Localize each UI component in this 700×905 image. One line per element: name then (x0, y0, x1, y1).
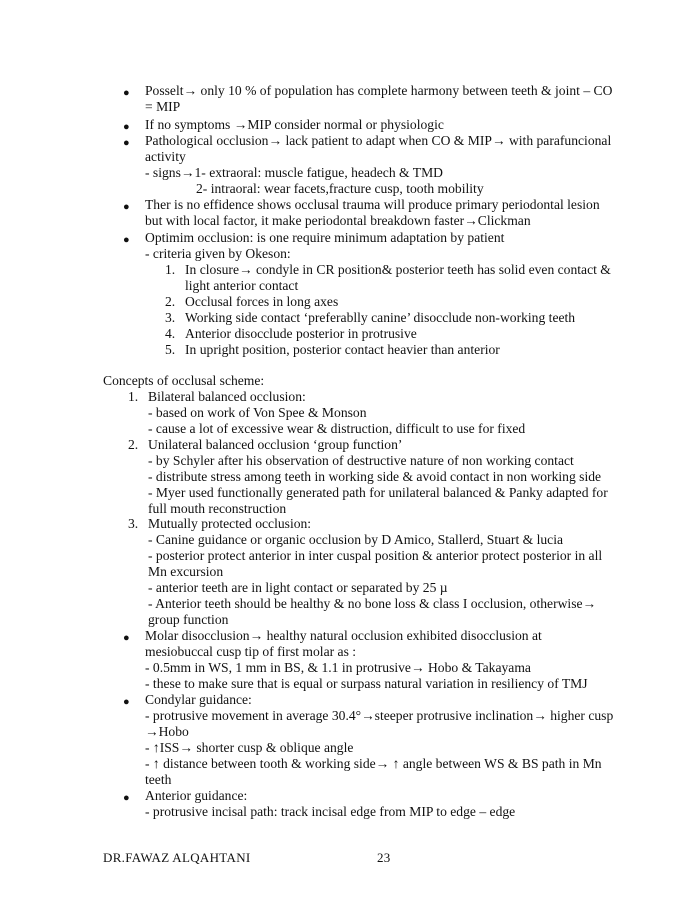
text-line: Mn excursion (148, 564, 224, 579)
section-heading: Concepts of occlusal scheme: (103, 373, 265, 388)
text-line: - criteria given by Okeson: (145, 246, 291, 261)
text-line: Anterior guidance: (145, 788, 248, 803)
text-line: Ther is no effidence shows occlusal trauma will produce primary periodontal lesion (145, 197, 600, 212)
list-number: 3. (165, 310, 176, 325)
footer-author: DR.FAWAZ ALQAHTANI (103, 850, 251, 865)
text-line: - ↑ distance between tooth & working side→ ↑ angle between WS & BS path in Mn (145, 756, 602, 771)
list-number: 3. (128, 516, 139, 531)
bullet-icon: ● (123, 87, 130, 99)
bullet-icon: ● (123, 201, 130, 213)
text-line: full mouth reconstruction (148, 501, 287, 516)
text-line: - ↑ISS→ shorter cusp & oblique angle (145, 740, 354, 755)
text-line: Molar disocclusion→ healthy natural occlusion exhibited disocclusion at (145, 628, 542, 643)
list-number: 5. (165, 342, 176, 357)
bullet-icon: ● (123, 121, 130, 133)
text-line: - protrusive incisal path: track incisal edge from MIP to edge – edge (145, 804, 516, 819)
text-line: light anterior contact (185, 278, 299, 293)
text-line: Occlusal forces in long axes (185, 294, 339, 309)
text-line: - by Schyler after his observation of destructive nature of non working contact (148, 453, 574, 468)
bullet-icon: ● (123, 137, 130, 149)
list-number: 2. (165, 294, 176, 309)
text-line: Posselt→ only 10 % of population has complete harmony between teeth & joint – CO (145, 83, 613, 98)
text-line: mesiobuccal cusp tip of first molar as : (145, 644, 357, 659)
text-line: - 0.5mm in WS, 1 mm in BS, & 1.1 in protrusive→ Hobo & Takayama (145, 660, 531, 675)
text-line: Working side contact ‘preferablly canine’ disocclude non-working teeth (185, 310, 576, 325)
text-line: - Anterior teeth should be healthy & no bone loss & class I occlusion, otherwise→ (148, 596, 597, 611)
text-line: - posterior protect anterior in inter cuspal position & anterior protect posterior in all (148, 548, 603, 563)
text-line: Mutually protected occlusion: (148, 516, 312, 531)
text-line: In upright position, posterior contact heavier than anterior (185, 342, 500, 357)
text-line: Optimim occlusion: is one require minimum adaptation by patient (145, 230, 505, 245)
list-number: 2. (128, 437, 139, 452)
text-line: In closure→ condyle in CR position& posterior teeth has solid even contact & (185, 262, 611, 277)
list-number: 4. (165, 326, 176, 341)
text-line: teeth (145, 772, 172, 787)
text-line: but with local factor, it make periodontal breakdown faster→Clickman (145, 213, 531, 228)
text-line: Condylar guidance: (145, 692, 252, 707)
bullet-icon: ● (123, 234, 130, 246)
text-line: Anterior disocclude posterior in protrusive (185, 326, 417, 341)
bullet-icon: ● (123, 696, 130, 708)
page-number: 23 (377, 850, 391, 865)
text-line: If no symptoms →MIP consider normal or physiologic (145, 117, 444, 132)
list-number: 1. (128, 389, 139, 404)
text-line: activity (145, 149, 186, 164)
text-line: group function (148, 612, 229, 627)
text-line: - Myer used functionally generated path for unilateral balanced & Panky adapted for (148, 485, 608, 500)
bullet-icon: ● (123, 792, 130, 804)
text-line: →Hobo (145, 724, 189, 739)
text-line: - based on work of Von Spee & Monson (148, 405, 367, 420)
text-line: - these to make sure that is equal or surpass natural variation in resiliency of TMJ (145, 676, 588, 691)
text-line: Pathological occlusion→ lack patient to adapt when CO & MIP→ with parafuncional (145, 133, 612, 148)
text-line: - protrusive movement in average 30.4°→steeper protrusive inclination→ higher cusp (145, 708, 614, 723)
text-line: - distribute stress among teeth in working side & avoid contact in non working side (148, 469, 602, 484)
text-line: Bilateral balanced occlusion: (148, 389, 306, 404)
bullet-icon: ● (123, 632, 130, 644)
text-line: = MIP (145, 99, 181, 114)
text-line: - anterior teeth are in light contact or separated by 25 µ (148, 580, 448, 595)
text-line: 2- intraoral: wear facets,fracture cusp, tooth mobility (196, 181, 484, 196)
text-line: - Canine guidance or organic occlusion by D Amico, Stallerd, Stuart & lucia (148, 532, 564, 547)
text-line: Unilateral balanced occlusion ‘group function’ (148, 437, 403, 452)
list-number: 1. (165, 262, 176, 277)
text-line: - signs→1- extraoral: muscle fatigue, headech & TMD (145, 165, 443, 180)
text-line: - cause a lot of excessive wear & distruction, difficult to use for fixed (148, 421, 526, 436)
